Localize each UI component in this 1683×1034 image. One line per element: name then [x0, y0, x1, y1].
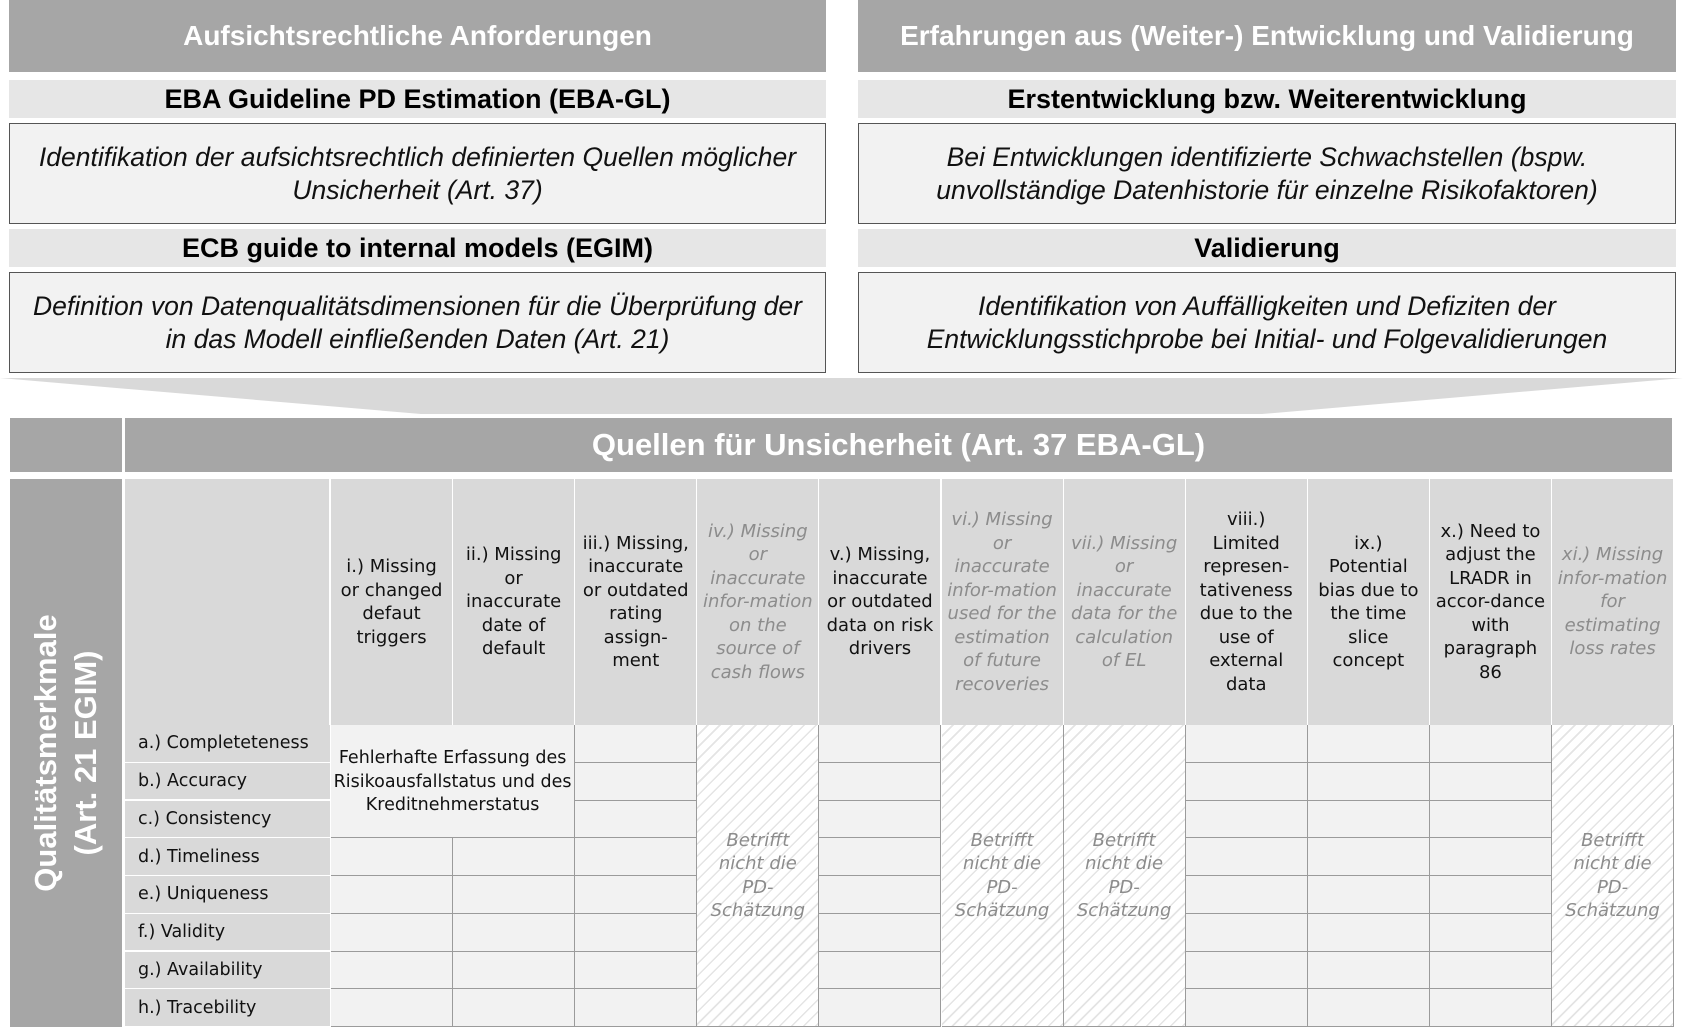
matrix-cell [1430, 763, 1552, 801]
matrix-cell [1430, 838, 1552, 876]
matrix-cell [575, 952, 697, 990]
matrix-cell [575, 725, 697, 763]
matrix-cell [331, 914, 453, 952]
matrix-cell [453, 838, 575, 876]
matrix-cell [575, 914, 697, 952]
right-section1-text: Bei Entwicklungen identifizierte Schwachstellen (bspw. unvollständige Datenhistorie für einzelne Risikofaktoren) [858, 123, 1676, 224]
matrix-cell [575, 838, 697, 876]
column-header: v.) Missing, inaccurate or outdated data on risk drivers [819, 479, 941, 725]
column-header: x.) Need to adjust the LRADR in accor-dance with paragraph 86 [1430, 479, 1552, 725]
matrix-cell [1308, 952, 1430, 990]
matrix-cell [1186, 838, 1308, 876]
right-section2-text: Identifikation von Auffälligkeiten und Defiziten der Entwicklungsstichprobe bei Initial- und Folgevalidierungen [858, 272, 1676, 373]
column-header: iii.) Missing, inaccurate or outdated rating assign-ment [575, 479, 697, 725]
row-label: f.) Validity [125, 914, 330, 952]
row-label: h.) Tracebility [125, 989, 330, 1027]
matrix-cell [575, 989, 697, 1027]
matrix-cell [331, 952, 453, 990]
column-header: iv.) Missing or inaccurate infor-mation on the source of cash flows [697, 479, 819, 725]
matrix-cell [819, 914, 941, 952]
merged-note-cell: Fehlerhafte Erfassung des Risikoausfallstatus und des Kreditnehmerstatus [331, 725, 575, 838]
left-section1-title: EBA Guideline PD Estimation (EBA-GL) [9, 80, 826, 118]
matrix-cell [1186, 914, 1308, 952]
row-label: c.) Consistency [125, 801, 330, 839]
not-applicable-cell [942, 725, 1064, 1027]
row-label: d.) Timeliness [125, 838, 330, 876]
matrix-cell [819, 952, 941, 990]
matrix-cell [1430, 801, 1552, 839]
matrix-cell [1308, 838, 1430, 876]
matrix-cell [1430, 989, 1552, 1027]
right-header: Erfahrungen aus (Weiter-) Entwicklung und Validierung [858, 0, 1676, 72]
matrix-corner [10, 418, 122, 472]
matrix-cell [1186, 725, 1308, 763]
left-section2-title: ECB guide to internal models (EGIM) [9, 229, 826, 267]
matrix-cell [453, 952, 575, 990]
not-applicable-label: Betrifft nicht die PD-Schätzung [710, 829, 806, 921]
matrix-cell [1430, 725, 1552, 763]
row-label: a.) Completeteness [125, 725, 330, 763]
not-applicable-cell [1064, 725, 1186, 1027]
matrix-cell [1308, 763, 1430, 801]
matrix-cell [453, 914, 575, 952]
matrix-cell [1186, 763, 1308, 801]
not-applicable-cell [1552, 725, 1674, 1027]
matrix-cell [575, 801, 697, 839]
matrix-cell [1186, 801, 1308, 839]
matrix-cell [575, 763, 697, 801]
matrix-cell [1308, 989, 1430, 1027]
matrix-cell [1186, 952, 1308, 990]
matrix-cell [1308, 725, 1430, 763]
column-header: i.) Missing or changed defaut triggers [331, 479, 453, 725]
matrix-cell [1430, 876, 1552, 914]
matrix-cell [1430, 914, 1552, 952]
matrix-cell [819, 838, 941, 876]
left-section1-text: Identifikation der aufsichtsrechtlich definierten Quellen möglicher Unsicherheit (Art. 37) [9, 123, 826, 224]
row-label: b.) Accuracy [125, 763, 330, 801]
matrix-cell [1430, 952, 1552, 990]
matrix-cell [453, 989, 575, 1027]
row-label: e.) Uniqueness [125, 876, 330, 914]
not-applicable-label: Betrifft nicht die PD-Schätzung [1565, 829, 1660, 921]
matrix-cell [453, 876, 575, 914]
not-applicable-label: Betrifft nicht die PD-Schätzung [954, 829, 1050, 921]
row-label: g.) Availability [125, 952, 330, 990]
column-header: ii.) Missing or inaccurate date of default [453, 479, 575, 725]
matrix-cell [1186, 876, 1308, 914]
matrix-cell [819, 801, 941, 839]
not-applicable-label: Betrifft nicht die PD-Schätzung [1076, 829, 1172, 921]
matrix-cell [1308, 914, 1430, 952]
matrix-cell [1308, 876, 1430, 914]
funnel-arrow [0, 374, 1683, 419]
side-label-line2: (Art. 21 EGIM) [68, 650, 103, 856]
matrix-cell [1186, 989, 1308, 1027]
row-header-corner [125, 479, 330, 725]
matrix-cell [819, 763, 941, 801]
matrix-cell [575, 876, 697, 914]
matrix-cell [819, 876, 941, 914]
matrix-cell [1308, 801, 1430, 839]
column-header: xi.) Missing infor-mation for estimating loss rates [1552, 479, 1674, 725]
right-section2-title: Validierung [858, 229, 1676, 267]
matrix-cell [331, 838, 453, 876]
right-section1-title: Erstentwicklung bzw. Weiterentwicklung [858, 80, 1676, 118]
side-label-line1: Qualitätsmerkmale [28, 614, 63, 892]
side-label [26, 614, 106, 891]
not-applicable-cell [697, 725, 819, 1027]
column-header: ix.) Potential bias due to the time slice concept [1308, 479, 1430, 725]
matrix-title: Quellen für Unsicherheit (Art. 37 EBA-GL) [125, 418, 1672, 472]
matrix-cell [819, 725, 941, 763]
column-header: vii.) Missing or inaccurate data for the calculation of EL [1064, 479, 1186, 725]
left-header: Aufsichtsrechtliche Anforderungen [9, 0, 826, 72]
column-header: vi.) Missing or inaccurate infor-mation used for the estimation of future recoveries [942, 479, 1064, 725]
left-section2-text: Definition von Datenqualitätsdimensionen für die Überprüfung der in das Modell einfließenden Daten (Art. 21) [9, 272, 826, 373]
matrix-cell [331, 989, 453, 1027]
matrix-cell [331, 876, 453, 914]
matrix-cell [819, 989, 941, 1027]
column-header: viii.) Limited represen-tativeness due to the use of external data [1186, 479, 1308, 725]
